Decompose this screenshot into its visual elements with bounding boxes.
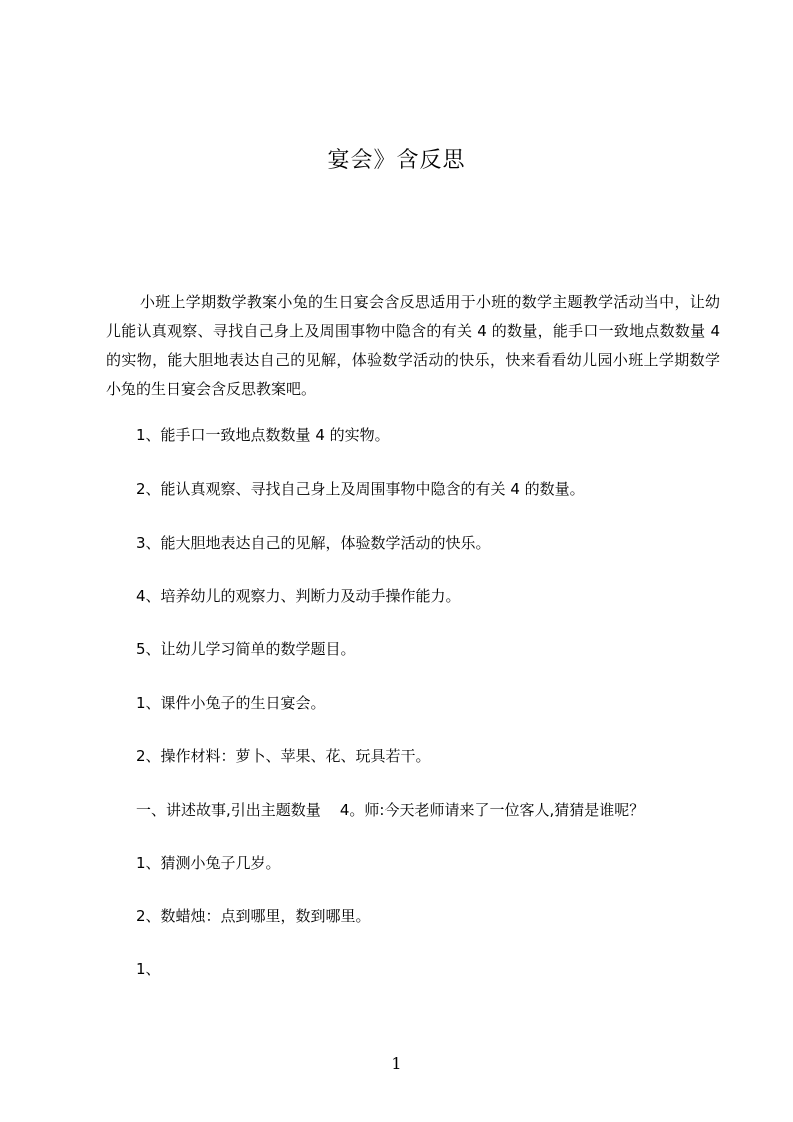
page-number: 1 [391, 1054, 402, 1073]
intro-text: 小班上学期数学教案小兔的生日宴会含反思适用于小班的数学主题教学活动当中，让幼儿能认真观察、寻找自己身上及周围事物中隐含的有关 4 的数量，能手口一致地点数数量 4 的实物，能大胆地表达自己的见解，体验数学活动的快乐，快来看看幼儿园小班上学期数学小兔的生日宴会含反思教案吧。 [106, 293, 720, 398]
list-item: 2、能认真观察、寻找自己身上及周围事物中隐含的有关 4 的数量。 [136, 480, 585, 498]
list-item: 4、培养幼儿的观察力、判断力及动手操作能力。 [136, 587, 461, 605]
list-item: 2、操作材料：萝卜、苹果、花、玩具若干。 [136, 747, 431, 765]
list-item: 一、讲述故事,引出主题数量 4。师:今天老师请来了一位客人,猜猜是谁呢？ [136, 801, 645, 819]
document-title: 宴会》含反思 [327, 148, 466, 173]
list-item: 1、课件小兔子的生日宴会。 [136, 694, 326, 712]
list-item: 3、能大胆地表达自己的见解，体验数学活动的快乐。 [136, 534, 491, 552]
list-item: 2、数蜡烛：点到哪里，数到哪里。 [136, 907, 371, 925]
list-item: 5、让幼儿学习简单的数学题目。 [136, 640, 356, 658]
intro-paragraph [106, 288, 720, 404]
list-item: 1、 [136, 960, 161, 978]
list-item: 1、能手口一致地点数数量 4 的实物。 [136, 426, 390, 444]
list-item: 1、猜测小兔子几岁。 [136, 854, 281, 872]
